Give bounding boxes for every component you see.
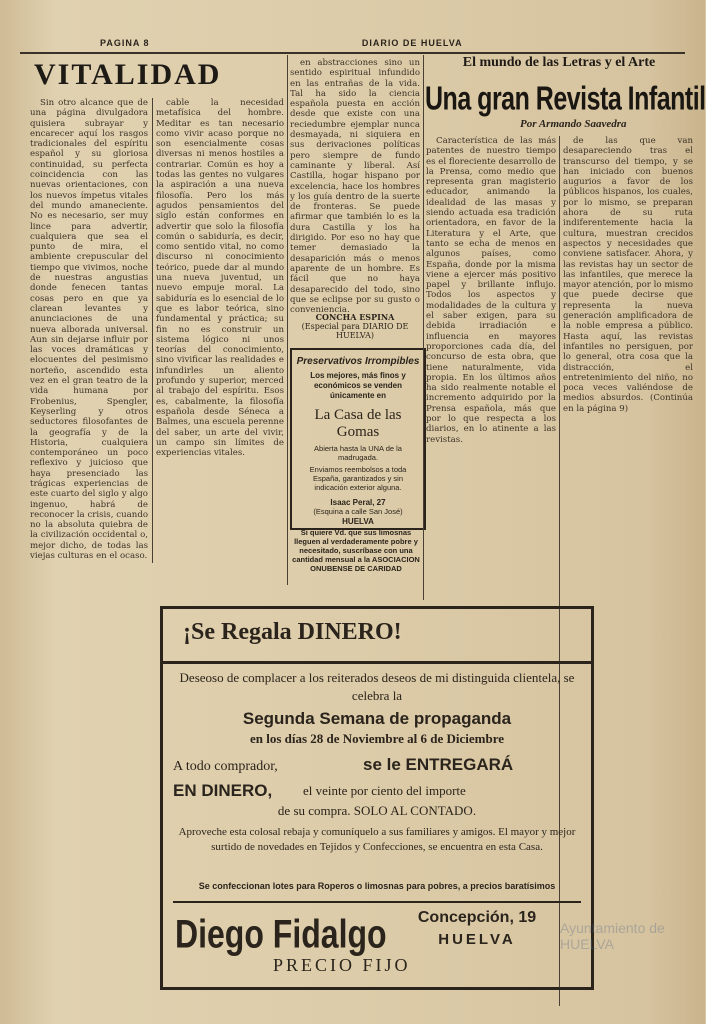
ad-city: HUELVA <box>342 517 374 526</box>
ad-hours: Abierta hasta la UNA de la madrugada. <box>314 444 402 462</box>
headline: Una gran Revista Infantil <box>425 80 706 118</box>
ad-note: Se confeccionan lotes para Roperos o limosnas para pobres, a precios baratísimos <box>198 881 556 891</box>
ad-money: EN DINERO, <box>173 781 273 800</box>
signature-note: (Especial para DIARIO DE HUELVA) <box>301 322 409 340</box>
ad-cash: de su compra. SOLO AL CONTADO. <box>277 803 477 818</box>
price-label: PRECIO FIJO <box>273 955 411 975</box>
vitalidad-column-1-end <box>30 990 148 1020</box>
ad-event: Segunda Semana de propaganda <box>242 709 512 728</box>
ad-heading: Preservativos Irrompibles <box>296 356 420 367</box>
byline: Por Armando Saavedra <box>520 118 627 130</box>
ad-friends: Aproveche esta colosal rebaja y comuníquelo a sus familiares y amigos. El mayor y mejor surtido de novedades en Tejidos y Confecciones, se encuentra en esta Casa. <box>178 826 576 853</box>
vitalidad-text-3: en abstracciones sino un sentido espiritual infundido en las entrañas de la vida. Tal ha sido la ciencia española puesta en acción desde que existe con una reciedumbre ejemplar nunca desmayada, ni siquiera en sus derivaciones políticas pero siempre de fundo caminante y liberal. Así Castilla, hogar hispano por excelencia, hace los hombres y los guía dentro de la suerte de fronteras. Se puede afirmar que también lo es la dura Castilla y los ha dirigido. Por eso no hay que temer demasiado la desaparición más o menos aparente de un hombre. Es fácil que no haya desaparecido del todo, sino que se eclipse por su gusto o conveniencia. <box>290 58 420 316</box>
revista-column-1 <box>426 136 556 601</box>
ad-diego-fidalgo <box>160 606 594 990</box>
charity-notice: Si quiere Vd. que sus limosnas lleguen al verdaderamente pobre y necesitado, suscríbase con una cantidad mensual a la ASOCIACION ONUBENSE DE CARIDAD <box>292 528 420 573</box>
ad-tagline: Los mejores, más finos y económicos se venden únicamente en <box>310 371 406 400</box>
vitalidad-column-1 <box>30 98 148 998</box>
revista-text-2: de las que van desapareciendo tras el transcurso del tiempo, y se han iniciado con buenos augurios a favor de los públicos hispanos, los cuales, por lo mismo, se preparan ahora de su ruta indiferentemente hacia la cultura, muestran crecidos aspectos y necesidades que conviene satisfacer. Ahora, y las revistas hay un sector de las infantiles, que merece la mayor atención, por lo mismo que puede decirse que representa la nueva generación amplificadora de la noble empresa a público. Hasta aquí, las revistas infantiles no persiguen, por lo general, otra cosa que la distracción, el entretenimiento del niño, no poca veces valiéndose de medios absurdos. (Continúa en la página 9) <box>563 136 693 414</box>
ad-corner: (Esquina a calle San José) <box>313 507 403 516</box>
ad-offer: Enviamos reembolsos a toda España, garantizados y sin indicación exterior alguna. <box>309 465 407 492</box>
ad-dates: en los días 28 de Noviembre al 6 de Diciembre <box>249 731 505 746</box>
column-divider <box>287 55 288 585</box>
ad-rule <box>173 901 581 903</box>
column-divider <box>423 55 424 600</box>
ad-headline: ¡Se Regala DINERO! <box>183 619 402 645</box>
page-header <box>100 38 675 52</box>
store-address: Concepción, 19 <box>417 909 537 926</box>
paper-name: DIARIO DE HUELVA <box>361 38 463 48</box>
revista-text-1: Característica de las más patentes de nuestro tiempo es el floreciente desarrollo de la Prensa, como medio que representa gran magisterio educador, animando la idealidad de las masas y siendo actuada esa tradición orientadora, en favor de la Literatura y el Arte, que tanto se echa de menos en algunos países, como España, donde por la misma viene a ejercer más positivo papel y brillante influjo. Todos los aspectos y modalidades de la cultura y el saber exigen, para su debida irradiación e influencia en mayores proporciones cada día, del concurso de esta obra, que tiene naturalmente, vida propia. En los últimos años ha sido realmente notable el incremento adquirido por la Prensa española, más que por lo que respecta a los diarios, en lo atinente a las revistas. <box>426 136 556 445</box>
vitalidad-text-1: Sin otro alcance que de una página divulgadora quisiera subrayar y encarecer aquí los rasgos tradicionales del espíritu español y su gloriosa continuidad, su perfecta coincidencia con las nuevas orientaciones, con los nuevos ímpetus vitales del mundo amaneciente. No es necesario, ser muy lince para advertir, cualquiera que sea el punto de mira, el ambiente crepuscular del tiempo que vivimos, noche de nuestras angustias donde fenecen tantas cosas pero en que ya clarean levantes y anunciaciones de una nueva alborada universal. Aun sin dejarse influir por las voces dramáticas y elocuentes del pesimismo norteño, ascendido esta vez en el gran teatro de la vida humana por Frobenius, Spengler, Keyserling y otros seductores filosofantes de la geografía y de la Historia, cualquiera contemporáneo un poco reflexivo y juicioso que haya presenciado las trágicas experiencias de este cuarto del siglo y algo ingenuo, habrá de reconocer la crisis, cuando no la absoluta quiebra de la civilización occidental o, mejor dicho, de todas las viejas culturas en el ocaso. <box>30 98 148 562</box>
ad-address: Isaac Peral, 27 <box>330 498 386 507</box>
author-signature: CONCHA ESPINA <box>315 312 395 322</box>
store-name: Diego Fidalgo <box>175 911 387 956</box>
store-city: HUELVA <box>438 931 516 948</box>
section-title: El mundo de las Letras y el Arte <box>462 55 656 70</box>
ad-buyer: A todo comprador, <box>173 759 278 774</box>
ad-intro: Deseoso de complacer a los reiterados deseos de mi distinguida clientela, se celebra la <box>179 670 575 703</box>
ad-rule <box>163 661 591 664</box>
ad-promise: se le ENTREGARÁ <box>363 755 514 774</box>
vitalidad-column-3 <box>290 58 420 316</box>
column-divider <box>152 98 153 563</box>
header-rule <box>20 52 685 54</box>
ad-percent: el veinte por ciento del importe <box>303 783 466 798</box>
watermark-text: Ayuntamiento de HUELVA <box>560 920 665 952</box>
vitalidad-column-2 <box>156 98 284 578</box>
ad-shop-name: La Casa de las Gomas <box>314 407 402 440</box>
ad-preservativos <box>290 348 426 530</box>
vitalidad-text-2: cable la necesidad metafísica del hombre. Meditar es tan necesario como vivir acaso porque no son esencialmente cosas diversas ni menos hostiles a contrariar. Común es hoy a todas las gentes no vulgares la aspiración a una nueva filosofía. Pero los más agudos pensamientos del siglo están conformes en advertir que solo la filosofía común o sabiduría, es decir, como sentido vital, no como discurso ni conocimiento teórico, puede dar al mundo una nueva juventud, un nuevo empuje moral. La sabiduría es lo esencial de lo que es labor teórica, sino fundamental y práctica; su fin no es construir un sistema lógico ni unos teorías del conocimiento, sino vivificar las realidades e infundirles un aliento profundo y superior, merced al trabajo del espíritu. Esos es, cabalmente, la filosofía española desde Séneca a Balmes, una escuela perenne del saber, un arte del vivir, un campo sin límites de experiencias vitales. <box>156 98 284 459</box>
page-number: PAGINA 8 <box>100 38 150 48</box>
article-title-vitalidad: VITALIDAD <box>34 58 222 91</box>
